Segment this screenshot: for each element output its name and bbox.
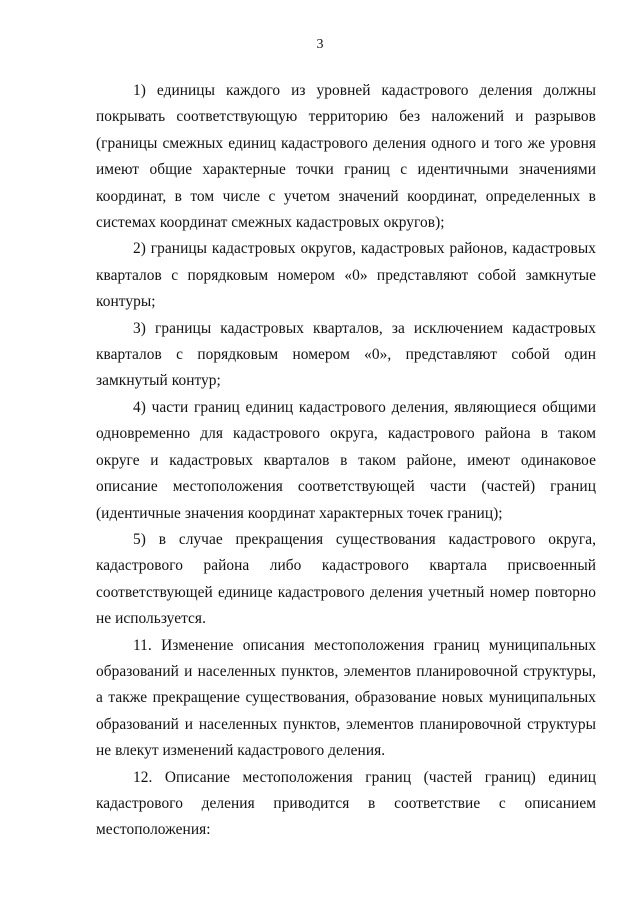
page-number: 3 [316,37,324,52]
paragraph-section-12: 12. Описание местоположения границ (частей границ) единиц кадастрового деления приводится в соответствие с описанием местоположения: [96,768,596,839]
paragraph-item-4: 4) части границ единиц кадастрового деления, являющиеся общими одновременно для кадастрового округа, кадастрового района в таком округе и кадастровых кварталов в таком районе, имеют одинаковое описание местоположения соответствующей части (частей) границ (идентичные значения координат характерных точек границ); [96,398,596,522]
document-body [96,78,596,844]
paragraph-section-11: 11. Изменение описания местоположения границ муниципальных образований и населенных пунктов, элементов планировочной структуры, а также прекращение существования, образование новых муниципальных образований и населенных пунктов, элементов планировочной структуры не влекут изменений кадастрового деления. [96,636,596,760]
paragraph-item-3: 3) границы кадастровых кварталов, за исключением кадастровых кварталов с порядковым номером «0», представляют собой один замкнутый контур; [96,319,596,390]
paragraph-item-2: 2) границы кадастровых округов, кадастровых районов, кадастровых кварталов с порядковым номером «0» представляют собой замкнутые контуры; [96,240,596,311]
paragraph-item-1: 1) единицы каждого из уровней кадастрового деления должны покрывать соответствующую территорию без наложений и разрывов (границы смежных единиц кадастрового деления одного и того же уровня имеют общие характерные точки границ с идентичными значениями координат, в том числе с учетом значений координат, определенных в системах координат смежных кадастровых округов); [96,82,596,232]
paragraph-item-5: 5) в случае прекращения существования кадастрового округа, кадастрового района либо кадастрового квартала присвоенный соответствующей единице кадастрового деления учетный номер повторно не используется. [96,530,596,628]
